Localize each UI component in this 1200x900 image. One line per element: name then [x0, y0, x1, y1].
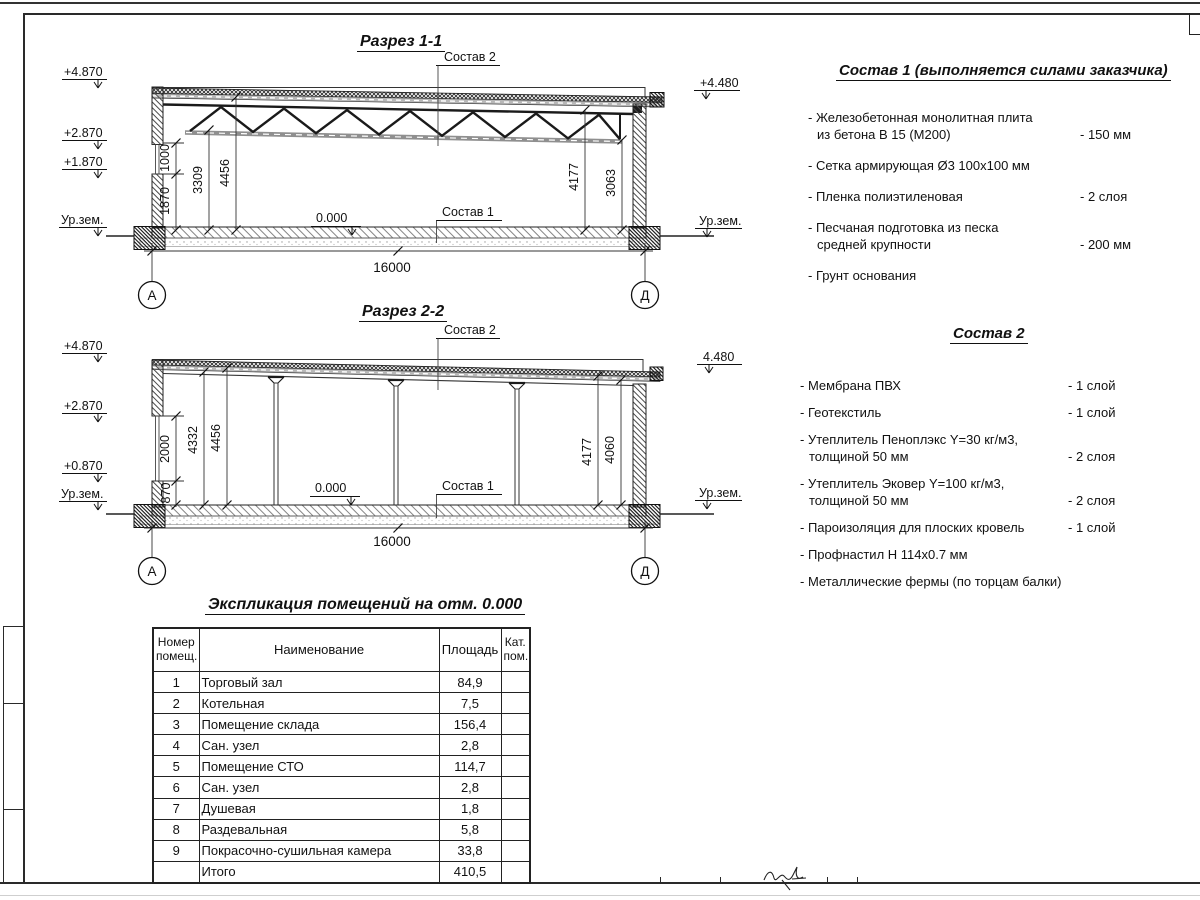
room-kat	[501, 735, 530, 756]
list-item	[800, 519, 1145, 536]
list-item	[808, 219, 1153, 253]
room-name: Торговый зал	[199, 672, 439, 693]
room-name: Сан. узел	[199, 735, 439, 756]
item-value: - 2 слоя	[1068, 493, 1116, 508]
room-number: 2	[153, 693, 199, 714]
dim-4332: 4332	[186, 426, 200, 454]
room-kat	[501, 861, 530, 883]
table-row	[153, 777, 530, 798]
sostav2-list	[800, 377, 1145, 600]
sostav2-ref-label: Состав 2	[444, 50, 496, 64]
room-area: 33,8	[439, 840, 501, 861]
list-item	[800, 431, 1145, 465]
room-number: 1	[153, 672, 199, 693]
room-kat	[501, 756, 530, 777]
table-row	[153, 840, 530, 861]
dimension-texts	[158, 144, 618, 275]
dim-span: 16000	[373, 534, 411, 549]
table-row	[153, 714, 530, 735]
zero-level-label: 0.000	[315, 481, 347, 495]
item-text2: средней крупности	[817, 237, 931, 252]
item-text: - Утеплитель Эковер Y=100 кг/м3,	[800, 476, 1005, 491]
room-number: 3	[153, 714, 199, 735]
dim-4456: 4456	[218, 159, 232, 187]
dim-span: 16000	[373, 260, 411, 275]
item-text: - Песчаная подготовка из песка	[808, 220, 999, 235]
room-schedule-title: Экспликация помещений на отм. 0.000	[205, 596, 525, 614]
room-number: 9	[153, 840, 199, 861]
item-text: - Мембрана ПВХ	[800, 378, 901, 393]
ground-level-label: Ур.зем.	[699, 214, 742, 228]
section2-title: Разрез 2-2	[359, 303, 447, 321]
dim-1000: 1000	[158, 144, 172, 172]
elev-0870: +0.870	[64, 459, 103, 473]
ground-level-label: Ур.зем.	[699, 486, 742, 500]
dim-870: 870	[159, 482, 173, 504]
room-name: Покрасочно-сушильная камера	[199, 840, 439, 861]
axis-bubbles	[139, 558, 659, 585]
room-number	[153, 861, 199, 883]
item-value: - 150 мм	[1080, 127, 1132, 142]
item-text: - Утеплитель Пеноплэкс Y=30 кг/м3,	[800, 432, 1019, 447]
dim-2000: 2000	[158, 435, 172, 463]
item-text2: из бетона В 15 (М200)	[817, 127, 951, 142]
item-value: - 2 слоя	[1080, 189, 1128, 204]
axis-a: А	[147, 564, 157, 579]
list-item	[808, 267, 1153, 284]
section1-drawing	[59, 50, 742, 309]
item-text: - Железобетонная монолитная плита	[808, 110, 1033, 125]
room-area: 7,5	[439, 693, 501, 714]
section2-drawing	[59, 323, 742, 585]
sostav1-ref-label: Состав 1	[442, 479, 494, 493]
room-name: Помещение СТО	[199, 756, 439, 777]
list-item	[808, 157, 1153, 174]
ground-level-label: Ур.зем.	[61, 487, 104, 501]
table-row	[153, 819, 530, 840]
dim-4060: 4060	[603, 436, 617, 464]
room-area: 156,4	[439, 714, 501, 735]
room-kat	[501, 693, 530, 714]
elev-2870: +2.870	[64, 126, 103, 140]
list-item	[800, 546, 1145, 563]
item-text: - Профнастил Н 114х0.7 мм	[800, 547, 968, 562]
room-name: Сан. узел	[199, 777, 439, 798]
item-text: - Пароизоляция для плоских кровель	[800, 520, 1025, 535]
item-value: - 1 слой	[1068, 378, 1116, 393]
elev-2870: +2.870	[64, 399, 103, 413]
sostav1-list	[808, 109, 1153, 298]
room-kat	[501, 840, 530, 861]
elev-4480: +4.480	[700, 76, 739, 90]
table-row	[153, 735, 530, 756]
total-label: Итого	[199, 861, 439, 883]
item-text: - Геотекстиль	[800, 405, 882, 420]
table-header-row	[153, 628, 530, 672]
elev-4480: 4.480	[703, 350, 735, 364]
ground-level-label: Ур.зем.	[61, 213, 104, 227]
item-value: - 1 слой	[1068, 520, 1116, 535]
table-row	[153, 672, 530, 693]
item-value: - 200 мм	[1080, 237, 1132, 252]
table-row	[153, 756, 530, 777]
zero-level-label: 0.000	[316, 211, 348, 225]
room-kat	[501, 798, 530, 819]
room-area: 114,7	[439, 756, 501, 777]
table-row	[153, 798, 530, 819]
room-area: 2,8	[439, 777, 501, 798]
leader-lines	[437, 66, 439, 244]
walls	[152, 360, 646, 507]
elev-4870: +4.870	[64, 65, 103, 79]
item-text: - Сетка армирующая Ø3 100х100 мм	[808, 158, 1030, 173]
list-item	[800, 475, 1145, 509]
room-schedule-table	[152, 627, 531, 884]
roof-truss	[163, 105, 642, 142]
dim-3309: 3309	[191, 166, 205, 194]
list-item	[800, 404, 1145, 421]
sostav2-title: Состав 2	[950, 325, 1028, 342]
item-text: - Грунт основания	[808, 268, 917, 283]
item-value: - 2 слоя	[1068, 449, 1116, 464]
item-text: - Металлические фермы (по торцам балки)	[800, 574, 1062, 589]
list-item	[808, 109, 1153, 143]
floor	[106, 505, 714, 528]
dim-3063: 3063	[604, 169, 618, 197]
dim-1870: 1870	[158, 187, 172, 215]
item-value: - 1 слой	[1068, 405, 1116, 420]
sostav1-title: Состав 1 (выполняется силами заказчика)	[836, 62, 1171, 79]
room-area: 84,9	[439, 672, 501, 693]
table-row	[153, 693, 530, 714]
axis-d: Д	[640, 564, 650, 579]
room-kat	[501, 714, 530, 735]
col-header-number: Номер помещ.	[153, 628, 199, 672]
dim-4177: 4177	[580, 438, 594, 466]
dim-4177: 4177	[567, 163, 581, 191]
leader-lines	[437, 339, 439, 519]
col-header-name: Наименование	[199, 628, 439, 672]
sostav2-ref-label: Состав 2	[444, 323, 496, 337]
axis-d: Д	[640, 288, 650, 303]
room-area: 2,8	[439, 735, 501, 756]
roof-edge-cap	[650, 93, 664, 108]
col-header-kat: Кат. пом.	[501, 628, 530, 672]
room-number: 8	[153, 819, 199, 840]
elev-4870: +4.870	[64, 339, 103, 353]
room-kat	[501, 819, 530, 840]
roof-edge-cap	[650, 367, 663, 381]
total-area: 410,5	[439, 861, 501, 883]
item-text: - Пленка полиэтиленовая	[808, 189, 963, 204]
section1-title: Разрез 1-1	[357, 33, 445, 51]
elev-1870: +1.870	[64, 155, 103, 169]
room-number: 7	[153, 798, 199, 819]
room-name: Помещение склада	[199, 714, 439, 735]
list-item	[800, 573, 1145, 590]
item-text2: толщиной 50 мм	[809, 449, 909, 464]
room-kat	[501, 672, 530, 693]
room-number: 5	[153, 756, 199, 777]
room-area: 1,8	[439, 798, 501, 819]
list-item	[800, 377, 1145, 394]
axis-bubbles	[139, 282, 659, 309]
room-kat	[501, 777, 530, 798]
table-row-total	[153, 861, 530, 883]
axis-a: А	[147, 288, 157, 303]
sostav1-ref-label: Состав 1	[442, 205, 494, 219]
room-area: 5,8	[439, 819, 501, 840]
room-number: 4	[153, 735, 199, 756]
list-item	[808, 188, 1153, 205]
room-name: Душевая	[199, 798, 439, 819]
room-name: Котельная	[199, 693, 439, 714]
dim-4456: 4456	[209, 424, 223, 452]
item-text2: толщиной 50 мм	[809, 493, 909, 508]
room-number: 6	[153, 777, 199, 798]
col-header-area: Площадь	[439, 628, 501, 672]
room-name: Раздевальная	[199, 819, 439, 840]
